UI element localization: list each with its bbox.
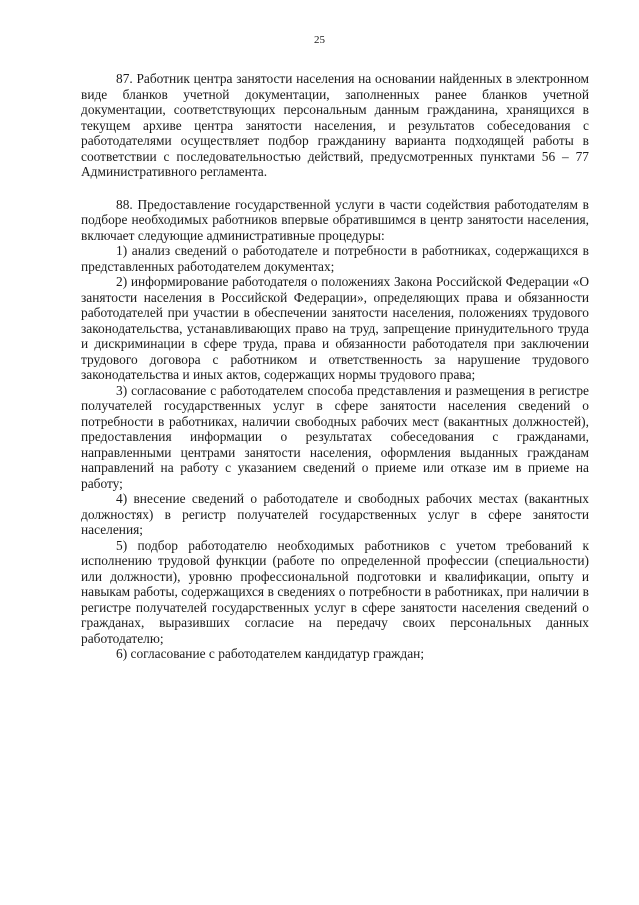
list-item-2: 2) информирование работодателя о положениях Закона Российской Федерации «О занятости населения в Российской Федерации», определяющих права и обязанности работодателей при участии в обеспечении занятости населения, положениях трудового законодательства, устанавливающих право на труд, запрещение принудительного труда и дискриминации в сфере труда, права и обязанности работодателя при заключении трудового договора с работником и ответственность за нарушение трудового законодательства и иных актов, содержащих нормы трудового права; [81,274,589,382]
document-body [81,71,589,662]
list-item-6: 6) согласование с работодателем кандидатур граждан; [116,646,425,661]
page-number: 25 [314,34,325,46]
list-item-1: 1) анализ сведений о работодателе и потребности в работниках, содержащихся в представленных работодателем документах; [81,243,589,274]
paragraph-88: 88. Предоставление государственной услуги в части содействия работодателям в подборе необходимых работников впервые обратившимся в центр занятости населения, включает следующие административные процедуры: [81,196,589,243]
list-item-3: 3) согласование с работодателем способа представления и размещения в регистре получателей государственных услуг в сфере занятости населения сведений о потребности в работниках, наличии свободных рабочих мест (вакантных должностей), предоставления информации о результатах собеседования с гражданами, направленными центрами занятости населения, оформления выданных гражданам направлений на работу с указанием сведений о приеме или отказе им в приеме на работу; [81,382,589,491]
paragraph-87: 87. Работник центра занятости населения на основании найденных в электронном виде бланков учетной документации, заполненных ранее бланков учетной документации, соответствующих персональным данным гражданина, хранящихся в текущем архиве центра занятости населения, и результатов собеседования с работодателями осуществляет подбор гражданину варианта подходящей работы в соответствии с последовательностью действий, предусмотренных пунктами 56 – 77 Административного регламента. [81,71,589,179]
list-item-4: 4) внесение сведений о работодателе и свободных рабочих местах (вакантных должностях) в регистр получателей государственных услуг в сфере занятости населения; [81,491,589,537]
list-item-5: 5) подбор работодателю необходимых работников с учетом требований к исполнению трудовой функции (работе по определенной профессии (специальности) или должности), уровню профессиональной подготовки и квалификации, опыту и навыкам работы, содержащихся в сведениях о потребности в работниках, при наличии в регистре получателей государственных услуг в сфере занятости населения сведений о гражданах, выразивших согласие на передачу своих персональных данных работодателю; [81,537,589,646]
